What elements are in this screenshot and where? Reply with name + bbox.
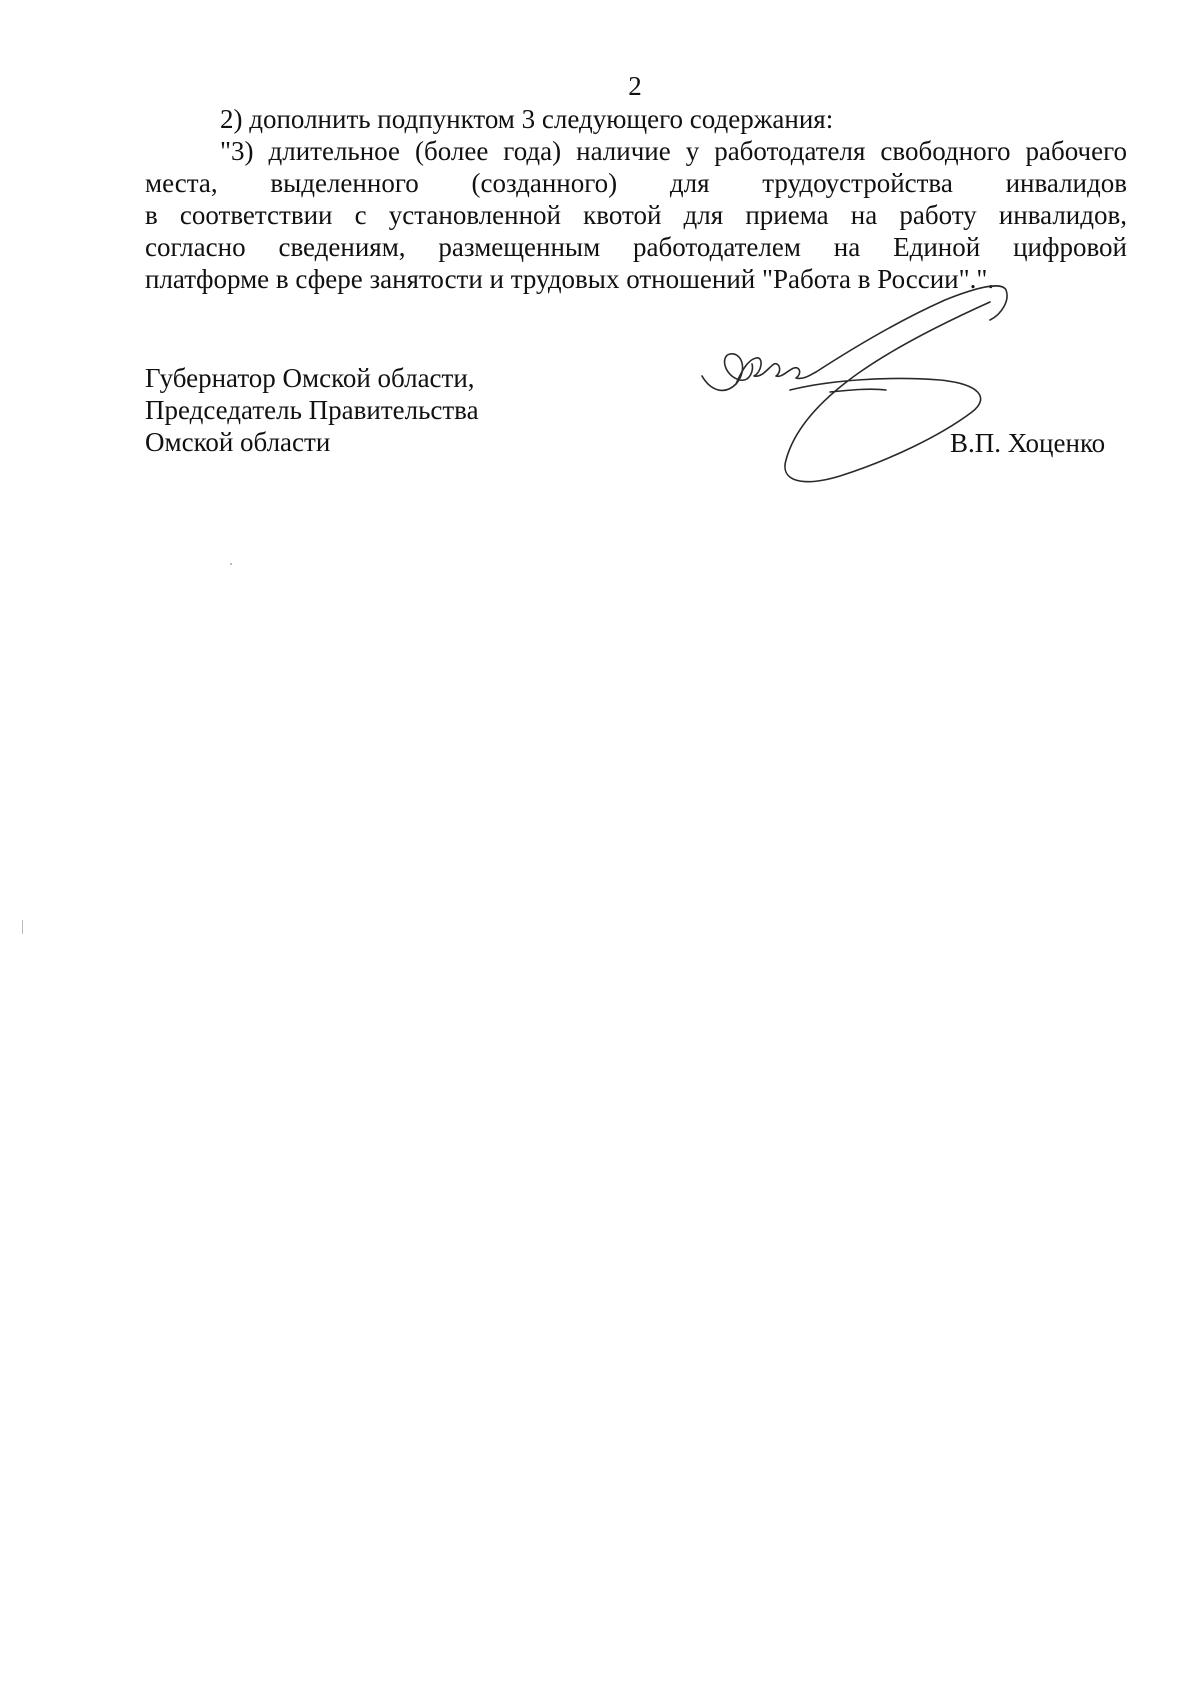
scan-speck [22,920,23,934]
page-number: 2 [628,71,642,101]
signatory-title-line: Председатель Правительства [145,395,479,425]
paragraph-line: согласно сведениям, размещенным работодателем на Единой цифровой [145,232,1127,262]
paragraph-line: в соответствии с установленной квотой для приема на работу инвалидов, [145,200,1127,230]
paragraph-amendment-intro: 2) дополнить подпунктом 3 следующего содержания: [220,104,834,134]
paragraph-amendment-text [145,135,1127,295]
signatory-title [145,362,479,458]
scan-speck [230,563,232,565]
signatory-name: В.П. Хоценко [950,428,1106,458]
paragraph-line: платформе в сфере занятости и трудовых отношений "Работа в России".". [145,264,995,294]
signatory-title-line: Губернатор Омской области, [145,363,475,393]
paragraph-line: "3) длительное (более года) наличие у работодателя свободного рабочего [220,136,1127,166]
document-body [145,103,1127,295]
handwritten-signature [690,280,1110,530]
paragraph-line: места, выделенного (созданного) для трудоустройства инвалидов [145,168,1127,198]
signatory-title-line: Омской области [145,427,331,457]
